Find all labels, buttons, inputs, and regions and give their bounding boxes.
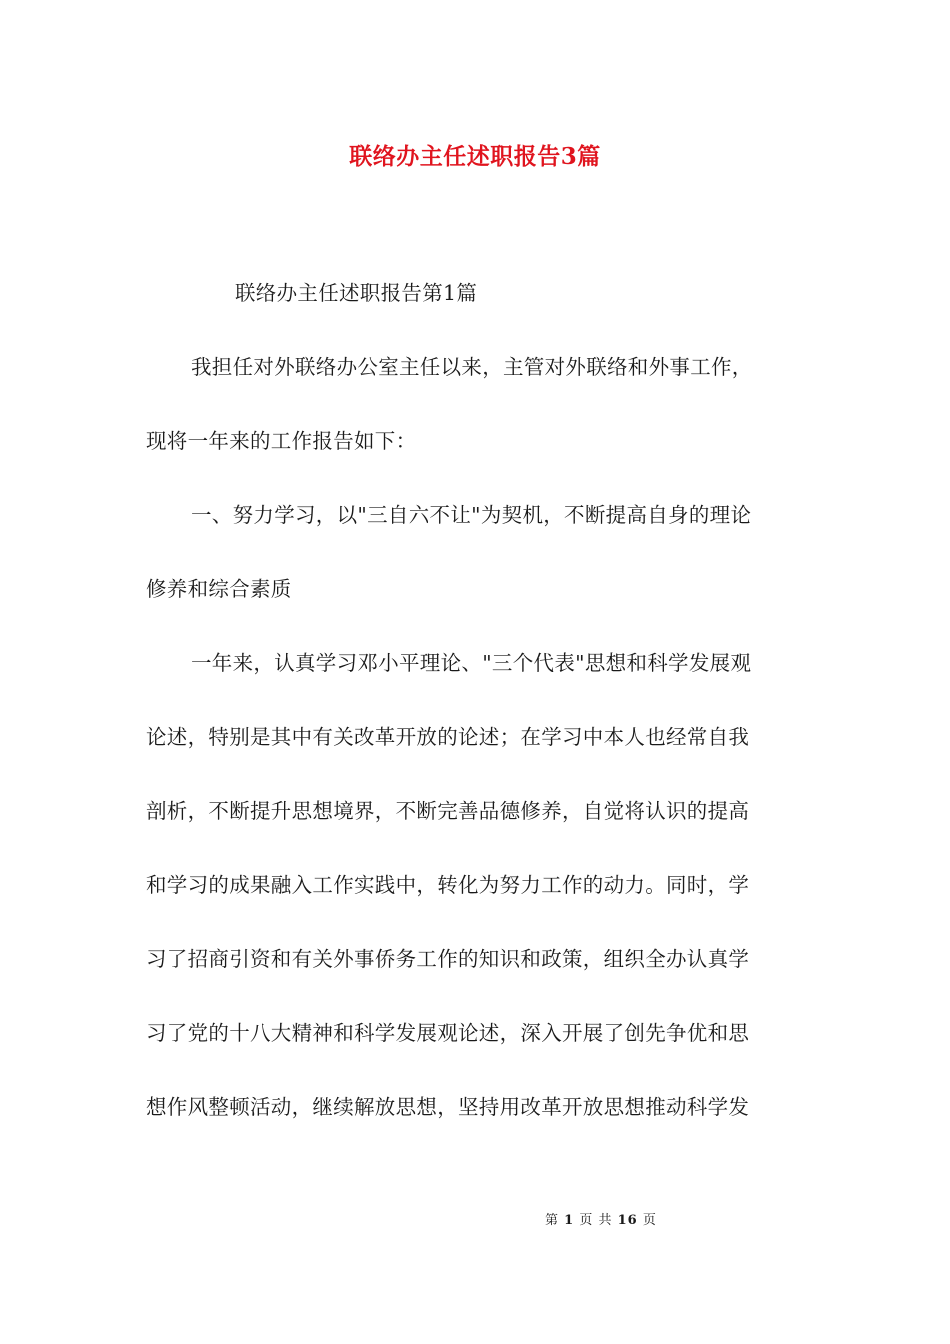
body-line: 习了党的十八大精神和科学发展观论述，深入开展了创先争优和思 (146, 1021, 750, 1045)
body-line: 剖析，不断提升思想境界，不断完善品德修养，自觉将认识的提高 (146, 799, 750, 823)
page-footer (545, 1209, 657, 1228)
footer-total-pages: 16 (617, 1213, 638, 1228)
body-line: 想作风整顿活动，继续解放思想，坚持用改革开放思想推动科学发 (146, 1095, 750, 1119)
body-line: 现将一年来的工作报告如下： (146, 429, 417, 453)
body-line: 习了招商引资和有关外事侨务工作的知识和政策，组织全办认真学 (146, 947, 750, 971)
body-line: 一年来，认真学习邓小平理论、"三个代表"思想和科学发展观 (191, 651, 752, 675)
body-line: 和学习的成果融入工作实践中，转化为努力工作的动力。同时，学 (146, 873, 750, 897)
footer-prefix: 第 (545, 1213, 560, 1228)
section-heading: 联络办主任述职报告第1篇 (235, 281, 478, 305)
body-line: 我担任对外联络办公室主任以来，主管对外联络和外事工作， (191, 355, 753, 379)
footer-middle: 页 共 (579, 1213, 613, 1228)
body-line: 论述，特别是其中有关改革开放的论述；在学习中本人也经常自我 (146, 725, 750, 749)
document-body (146, 273, 810, 1161)
footer-page-number: 1 (564, 1213, 575, 1228)
footer-suffix: 页 (642, 1213, 657, 1228)
body-line: 一、努力学习，以"三自六不让"为契机，不断提高自身的理论 (191, 503, 752, 527)
body-line: 修养和综合素质 (146, 577, 292, 601)
document-title: 联络办主任述职报告3篇 (349, 143, 601, 170)
